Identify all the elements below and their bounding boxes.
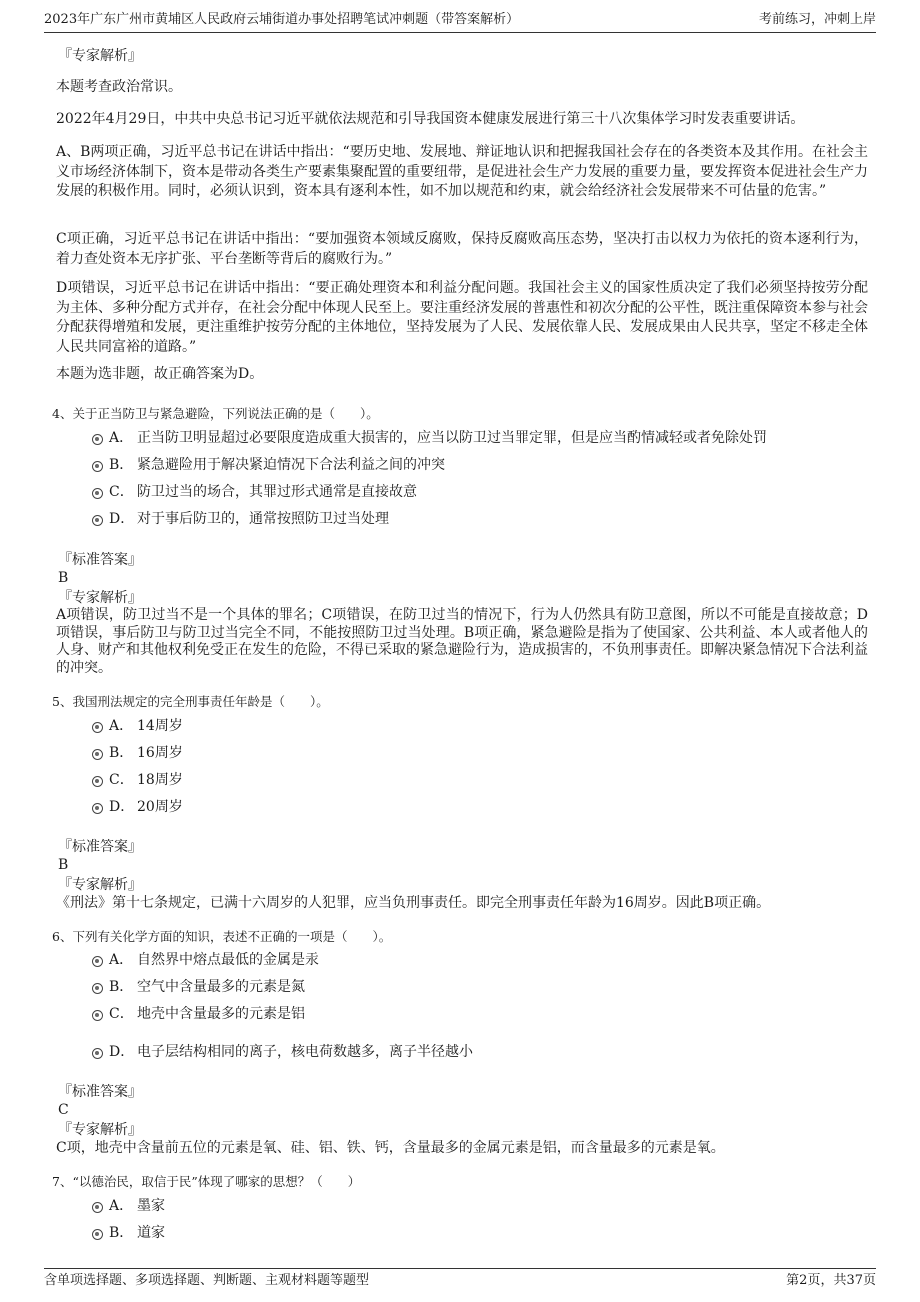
option-b[interactable]: B． 道家 <box>92 1223 165 1243</box>
analysis-paragraph: A项错误，防卫过当不是一个具体的罪名；C项错误，在防卫过当的情况下，行为人仍然具有防卫意图，所以不可能是直接故意；D项错误，事后防卫与防卫过当完全不同，不能按照防卫过当处理。B项正确，紧急避险是指为了使国家、公共利益、本人或者他人的人身、财产和其他权利免受正在发生的危险，不得已采取的紧急避险行为，造成损害的，不负刑事责任。即解决紧急情况下合法利益的冲突。 <box>56 607 868 676</box>
expert-analysis-label: 『专家解析』 <box>58 877 142 893</box>
option-a[interactable]: A． 墨家 <box>92 1196 165 1216</box>
radio-icon[interactable] <box>92 983 103 994</box>
option-b[interactable]: B． 空气中含量最多的元素是氮 <box>92 977 305 997</box>
analysis-paragraph: C项正确，习近平总书记在讲话中指出：“要加强资本领域反腐败，保持反腐败高压态势，坚决打击以权力为依托的资本逐利行为，着力查处资本无序扩张、平台垄断等背后的腐败行为。” <box>56 231 868 267</box>
page-footer <box>44 1268 876 1291</box>
radio-icon[interactable] <box>92 515 103 526</box>
question-stem: 5、我国刑法规定的完全刑事责任年龄是（ ）。 <box>52 694 329 709</box>
analysis-paragraph: C项，地壳中含量前五位的元素是氧、硅、铝、铁、钙，含量最多的金属元素是铝，而含量最多的元素是氧。 <box>56 1140 725 1156</box>
page-header <box>44 10 876 33</box>
footer-note: 含单项选择题、多项选择题、判断题、主观材料题等题型 <box>44 1273 370 1288</box>
question-stem: 6、下列有关化学方面的知识，表述不正确的一项是（ ）。 <box>52 929 392 944</box>
radio-icon[interactable] <box>92 1048 103 1059</box>
analysis-paragraph: 2022年4月29日，中共中央总书记习近平就依法规范和引导我国资本健康发展进行第三十八次集体学习时发表重要讲话。 <box>56 111 805 127</box>
document-title: 2023年广东广州市黄埔区人民政府云埔街道办事处招聘笔试冲刺题（带答案解析） <box>44 12 520 27</box>
option-c[interactable]: C． 地壳中含量最多的元素是铝 <box>92 1004 305 1024</box>
question-stem: 7、“以德治民，取信于民”体现了哪家的思想？（ ） <box>52 1174 361 1189</box>
radio-icon[interactable] <box>92 956 103 967</box>
standard-answer-label: 『标准答案』 <box>58 1084 142 1100</box>
expert-analysis-label: 『专家解析』 <box>58 1122 142 1138</box>
option-c[interactable]: C． 18周岁 <box>92 770 183 790</box>
analysis-paragraph: A、B两项正确，习近平总书记在讲话中指出：“要历史地、发展地、辩证地认识和把握我国社会存在的各类资本及其作用。在社会主义市场经济体制下，资本是带动各类生产要素集聚配置的重要纽带，是促进社会生产力发展的重要力量，要发挥资本促进社会生产力发展的积极作用。同时，必须认识到，资本具有逐利本性，如不加以规范和约束，就会给经济社会发展带来不可估量的危害。” <box>56 144 868 199</box>
option-d[interactable]: D． 20周岁 <box>92 797 183 817</box>
radio-icon[interactable] <box>92 461 103 472</box>
option-d[interactable]: D． 电子层结构相同的离子，核电荷数越多，离子半径越小 <box>92 1042 473 1062</box>
analysis-paragraph: 本题考查政治常识。 <box>56 79 182 95</box>
option-b[interactable]: B． 16周岁 <box>92 743 183 763</box>
page-number: 第2页，共37页 <box>786 1273 876 1288</box>
standard-answer: C <box>58 1102 69 1118</box>
analysis-paragraph: D项错误，习近平总书记在讲话中指出：“要正确处理资本和利益分配问题。我国社会主义的国家性质决定了我们必须坚持按劳分配为主体、多种分配方式并存，在社会分配中体现人民至上。要注重经济发展的普惠性和初次分配的公平性，既注重保障资本参与社会分配获得增殖和发展，更注重维护按劳分配的主体地位，坚持发展为了人民、发展依靠人民、发展成果由人民共享，坚定不移走全体人民共同富裕的道路。” <box>56 280 868 355</box>
header-slogan: 考前练习，冲刺上岸 <box>758 12 876 27</box>
question-stem: 4、关于正当防卫与紧急避险，下列说法正确的是（ ）。 <box>52 406 379 421</box>
radio-icon[interactable] <box>92 434 103 445</box>
radio-icon[interactable] <box>92 803 103 814</box>
radio-icon[interactable] <box>92 1229 103 1240</box>
option-c[interactable]: C． 防卫过当的场合，其罪过形式通常是直接故意 <box>92 482 417 502</box>
analysis-paragraph: 《刑法》第十七条规定，已满十六周岁的人犯罪，应当负刑事责任。即完全刑事责任年龄为16周岁。因此B项正确。 <box>56 895 771 911</box>
radio-icon[interactable] <box>92 1202 103 1213</box>
radio-icon[interactable] <box>92 722 103 733</box>
option-a[interactable]: A． 自然界中熔点最低的金属是汞 <box>92 950 319 970</box>
radio-icon[interactable] <box>92 776 103 787</box>
standard-answer-label: 『标准答案』 <box>58 552 142 568</box>
expert-analysis-label: 『专家解析』 <box>58 48 142 64</box>
standard-answer: B <box>58 570 69 586</box>
option-b[interactable]: B． 紧急避险用于解决紧迫情况下合法利益之间的冲突 <box>92 455 445 475</box>
radio-icon[interactable] <box>92 1010 103 1021</box>
standard-answer-label: 『标准答案』 <box>58 839 142 855</box>
option-a[interactable]: A． 14周岁 <box>92 716 183 736</box>
expert-analysis-label: 『专家解析』 <box>58 590 142 606</box>
radio-icon[interactable] <box>92 488 103 499</box>
radio-icon[interactable] <box>92 749 103 760</box>
option-a[interactable]: A． 正当防卫明显超过必要限度造成重大损害的，应当以防卫过当罪定罪，但是应当酌情减轻或者免除处罚 <box>92 428 767 448</box>
standard-answer: B <box>58 857 69 873</box>
option-d[interactable]: D． 对于事后防卫的，通常按照防卫过当处理 <box>92 509 389 529</box>
analysis-paragraph: 本题为选非题，故正确答案为D。 <box>56 366 264 382</box>
